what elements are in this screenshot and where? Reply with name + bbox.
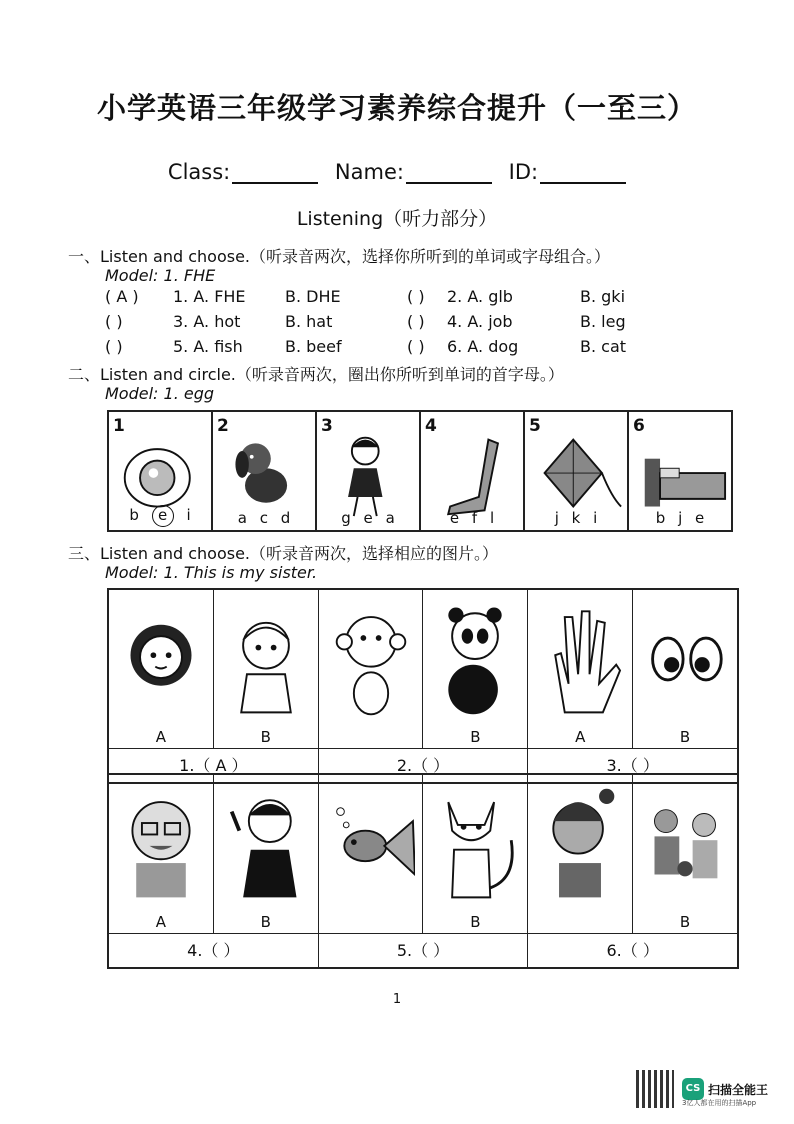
option-text: B. gki <box>580 287 626 306</box>
picture-label: B <box>470 913 481 931</box>
section2-model: Model: 1. egg <box>105 384 215 403</box>
picture-cell-4 <box>421 412 525 530</box>
section3-model: Model: 1. This is my sister. <box>105 563 318 582</box>
panda-icon <box>431 598 519 720</box>
option-text: 1. A. FHE <box>173 287 246 306</box>
letter-option[interactable]: c <box>259 509 268 527</box>
class-blank[interactable] <box>232 162 318 184</box>
answer-bracket[interactable]: ( ) <box>407 312 425 331</box>
letter-option[interactable]: d <box>280 509 291 527</box>
option-text: 4. A. job <box>447 312 513 331</box>
id-label: ID: <box>508 160 539 184</box>
cell-number: 4 <box>425 416 437 436</box>
picture-label: A <box>155 728 167 746</box>
picture-option[interactable] <box>319 590 424 748</box>
picture-cell-6 <box>629 412 731 530</box>
picture-option[interactable] <box>214 775 319 933</box>
picture-option[interactable] <box>528 775 633 933</box>
watermark-name: 扫描全能王 <box>708 1082 769 1097</box>
picture-cell-2 <box>213 412 317 530</box>
letter-option[interactable]: g <box>341 509 351 527</box>
circle-picture-grid <box>107 410 733 532</box>
student-info-row <box>0 160 794 184</box>
answer-bracket[interactable]: 1.（ A ） <box>109 749 319 782</box>
picture-option[interactable] <box>633 775 737 933</box>
hand-icon <box>536 598 624 720</box>
letter-options <box>317 509 419 527</box>
dog-icon <box>221 430 313 518</box>
picture-option[interactable] <box>319 775 424 933</box>
girl-face-icon <box>117 598 205 720</box>
listening-subtitle: Listening（听力部分） <box>296 208 498 230</box>
boy-face-icon <box>222 598 310 720</box>
letter-option[interactable]: j <box>554 509 559 527</box>
option-text: B. leg <box>580 312 626 331</box>
picture-label: B <box>679 728 691 746</box>
letter-option[interactable]: i <box>186 506 191 524</box>
picture-label: B <box>260 728 271 746</box>
answer-bracket[interactable]: ( ) <box>407 337 425 356</box>
picture-option[interactable] <box>214 590 319 748</box>
section3-heading: 三、Listen and choose.（听录音两次，选择相应的图片。） <box>68 544 499 563</box>
picture-label: B <box>470 728 481 746</box>
section1-model: Model: 1. FHE <box>105 266 216 285</box>
letter-options <box>213 509 315 527</box>
fish-icon <box>327 783 415 905</box>
answer-bracket[interactable]: ( ) <box>105 337 123 356</box>
answer-bracket[interactable]: 4.（ ） <box>109 934 319 967</box>
cell-number: 6 <box>633 416 645 436</box>
page-number: 1 <box>392 992 402 1007</box>
option-text: B. beef <box>285 337 342 356</box>
option-text: B. DHE <box>285 287 341 306</box>
class-label: Class: <box>167 160 231 184</box>
option-text: 6. A. dog <box>447 337 519 356</box>
option-text: B. cat <box>580 337 627 356</box>
grandpa-icon <box>117 783 205 905</box>
cell-number: 5 <box>529 416 541 436</box>
letter-option[interactable]: a <box>237 509 247 527</box>
cell-number: 3 <box>321 416 333 436</box>
picture-cell-3 <box>317 412 421 530</box>
picture-label: A <box>155 913 167 931</box>
qr-code-icon <box>636 1070 674 1108</box>
letter-option[interactable]: a <box>385 509 395 527</box>
picture-table-1 <box>107 588 739 784</box>
bed-icon <box>637 430 729 518</box>
answer-bracket[interactable]: 5.（ ） <box>319 934 529 967</box>
letter-options <box>109 505 211 527</box>
picture-label: B <box>260 913 271 931</box>
cell-number: 2 <box>217 416 229 436</box>
answer-bracket[interactable]: 2.（ ） <box>319 749 529 782</box>
eyes-icon <box>641 598 729 720</box>
section1-heading: 一、Listen and choose.（听录音两次，选择你所听到的单词或字母组合。） <box>68 247 611 266</box>
letter-option[interactable]: k <box>571 509 581 527</box>
name-blank[interactable] <box>406 162 492 184</box>
girl-icon <box>325 430 417 518</box>
letter-option[interactable]: e <box>363 509 373 527</box>
picture-option[interactable] <box>633 590 737 748</box>
listening-girl-icon <box>536 783 624 905</box>
answer-bracket[interactable]: 6.（ ） <box>606 941 659 960</box>
letter-options <box>525 509 627 527</box>
option-text: 3. A. hot <box>173 312 241 331</box>
monkey-icon <box>327 598 415 720</box>
picture-table-2 <box>107 773 739 969</box>
picture-cell-5 <box>525 412 629 530</box>
letter-option[interactable]: e <box>695 509 705 527</box>
picture-label: A <box>575 728 586 746</box>
picture-option[interactable] <box>528 590 633 748</box>
picture-cell-1 <box>109 412 213 530</box>
answer-bracket[interactable]: ( A ) <box>105 287 139 306</box>
picture-option[interactable] <box>423 775 528 933</box>
option-text: B. hat <box>285 312 333 331</box>
picture-option[interactable] <box>109 775 214 933</box>
name-label: Name: <box>334 160 404 184</box>
page-title: 小学英语三年级学习素养综合提升（一至三） <box>96 91 697 125</box>
answer-bracket[interactable]: ( ) <box>105 312 123 331</box>
children-playing-icon <box>641 783 729 905</box>
picture-option[interactable] <box>423 590 528 748</box>
letter-option[interactable]: b <box>129 506 139 524</box>
answer-bracket[interactable]: 3.（ ） <box>606 756 659 775</box>
kite-icon <box>533 430 625 518</box>
id-blank[interactable] <box>540 162 626 184</box>
cell-number: 1 <box>113 416 125 436</box>
watermark-sub: 3亿人都在用的扫描App <box>682 1099 757 1107</box>
picture-option[interactable] <box>109 590 214 748</box>
leg-icon <box>429 430 521 518</box>
letter-option[interactable]: b <box>655 509 666 527</box>
cs-logo-icon: CS <box>682 1078 704 1100</box>
letter-options <box>629 509 731 527</box>
letter-option[interactable]: j <box>678 509 683 527</box>
waving-boy-icon <box>222 783 310 905</box>
option-text: 2. A. glb <box>447 287 513 306</box>
letter-option[interactable]: l <box>489 509 495 527</box>
answer-bracket[interactable]: ( ) <box>407 287 425 306</box>
section2-heading: 二、Listen and circle.（听录音两次，圈出你所听到单词的首字母。） <box>68 365 564 384</box>
letter-option[interactable]: e <box>449 509 460 527</box>
letter-option[interactable]: f <box>471 509 478 527</box>
option-text: 5. A. fish <box>173 337 243 356</box>
picture-label: B <box>679 913 691 931</box>
letter-options <box>421 509 523 527</box>
letter-option[interactable]: i <box>593 509 598 527</box>
cat-icon <box>431 783 519 905</box>
letter-option[interactable]: e <box>152 505 174 527</box>
